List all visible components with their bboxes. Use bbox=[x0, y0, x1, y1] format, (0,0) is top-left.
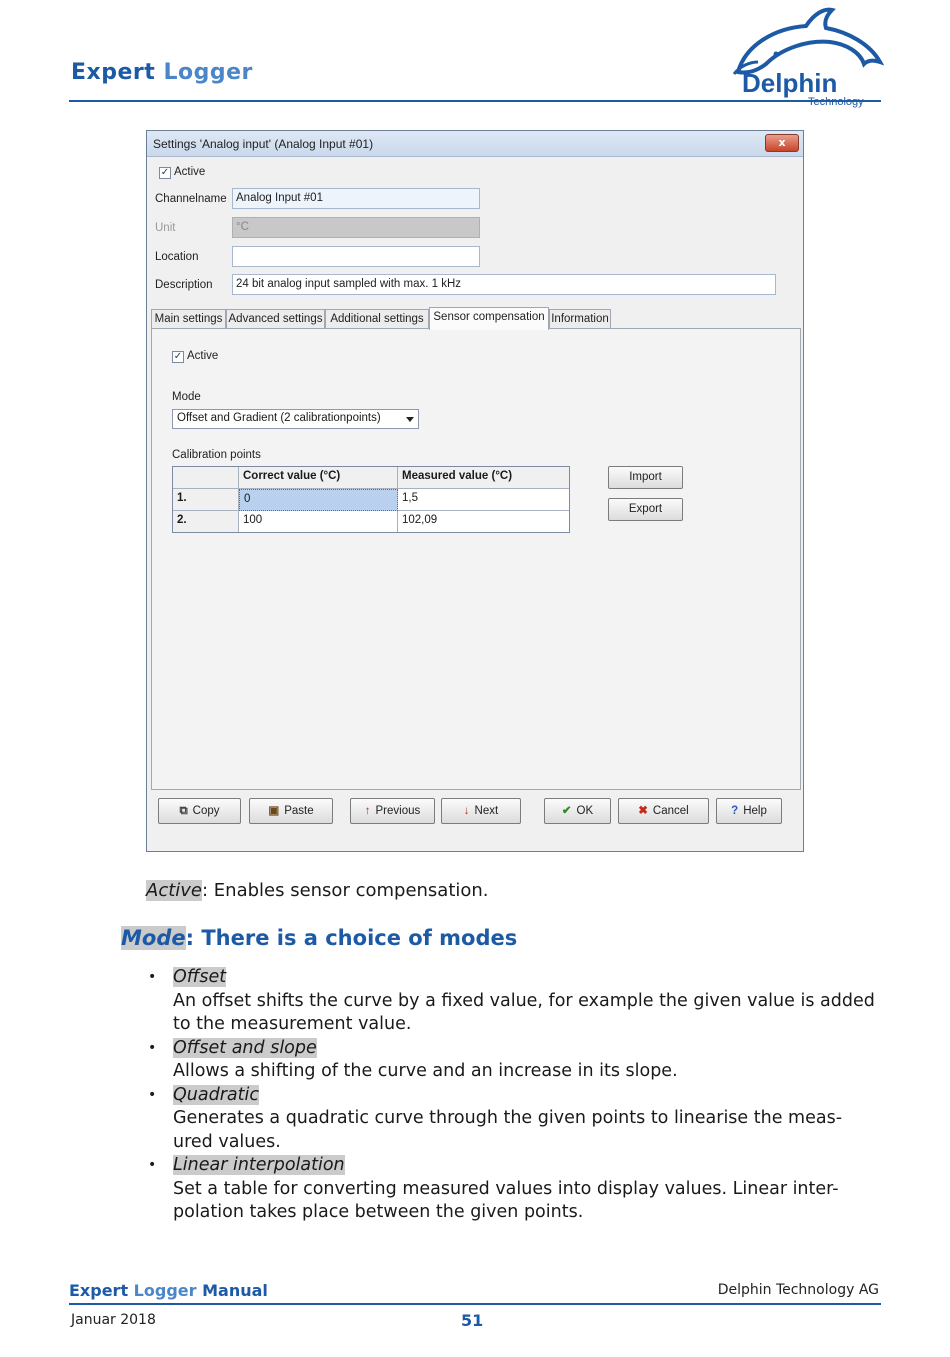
dialog-titlebar[interactable] bbox=[147, 131, 803, 157]
header-title-part1: Expert bbox=[71, 60, 156, 85]
location-field[interactable] bbox=[232, 246, 480, 267]
footer-company: Delphin Technology AG bbox=[717, 1282, 879, 1298]
dialog-title: Settings 'Analog input' (Analog Input #01) bbox=[153, 137, 374, 151]
calibration-table bbox=[172, 466, 570, 533]
mode-item-term: Linear interpolation bbox=[173, 1155, 345, 1175]
footer-part1: Expert bbox=[69, 1281, 129, 1300]
page-header-title bbox=[71, 60, 253, 85]
active-description bbox=[146, 880, 489, 901]
mode-select-value: Offset and Gradient (2 calibrationpoints) bbox=[177, 412, 381, 424]
unit-field: °C bbox=[232, 217, 480, 238]
active-label: Active bbox=[174, 166, 206, 178]
settings-tabs bbox=[151, 307, 801, 329]
list-item bbox=[146, 1084, 876, 1155]
next-button[interactable] bbox=[441, 798, 521, 824]
mode-item-desc: Set a table for converting measured values into display values. Linear inter- polation takes place between the given points. bbox=[173, 1178, 839, 1222]
bullet-icon: • bbox=[148, 969, 157, 985]
active-desc: : Enables sensor compensation. bbox=[202, 880, 489, 901]
logo-sub: Technology bbox=[808, 96, 864, 108]
footer-date: Januar 2018 bbox=[71, 1312, 156, 1328]
channelname-field[interactable]: Analog Input #01 bbox=[232, 188, 480, 209]
footer-part2: Logger bbox=[133, 1281, 197, 1300]
import-button[interactable]: Import bbox=[608, 466, 683, 489]
table-row-index: 1. bbox=[173, 489, 239, 511]
copy-icon: ⧉ bbox=[179, 805, 188, 817]
mode-label: Mode bbox=[172, 391, 201, 403]
compensation-active-label: Active bbox=[187, 350, 219, 362]
next-label: Next bbox=[474, 805, 499, 817]
close-icon: x bbox=[778, 136, 786, 149]
cancel-button[interactable] bbox=[618, 798, 709, 824]
mode-heading-rest: : There is a choice of modes bbox=[185, 926, 518, 950]
table-cell-correct[interactable]: 100 bbox=[239, 511, 398, 532]
settings-dialog bbox=[146, 130, 804, 852]
bullet-icon: • bbox=[148, 1086, 157, 1103]
table-header-index bbox=[173, 467, 239, 489]
cross-icon: ✖ bbox=[638, 805, 648, 817]
checkmark-icon: ✔ bbox=[561, 805, 572, 817]
question-icon: ? bbox=[731, 805, 739, 817]
mode-item-term: Offset and slope bbox=[173, 1037, 317, 1058]
table-cell-measured[interactable]: 1,5 bbox=[398, 489, 569, 511]
list-item bbox=[146, 1154, 876, 1225]
table-header-measured: Measured value (°C) bbox=[398, 467, 569, 489]
copy-button[interactable] bbox=[158, 798, 241, 824]
bullet-icon: • bbox=[148, 1039, 157, 1056]
description-label: Description bbox=[155, 279, 213, 291]
delphin-logo bbox=[728, 4, 888, 112]
ok-label: OK bbox=[576, 805, 594, 817]
paste-button[interactable] bbox=[249, 798, 333, 824]
clipboard-icon: ▣ bbox=[268, 805, 280, 817]
list-item bbox=[146, 966, 876, 1037]
close-button[interactable] bbox=[765, 134, 799, 152]
active-checkbox[interactable]: ✓ bbox=[160, 167, 170, 178]
modes-list bbox=[146, 966, 876, 1225]
tab-advanced-settings[interactable]: Advanced settings bbox=[226, 309, 325, 329]
previous-label: Previous bbox=[375, 805, 421, 817]
unit-label: Unit bbox=[155, 222, 176, 234]
table-header-correct: Correct value (°C) bbox=[239, 467, 398, 489]
tab-additional-settings[interactable]: Additional settings bbox=[325, 309, 429, 329]
help-button[interactable] bbox=[716, 798, 782, 824]
arrow-up-icon: ↑ bbox=[364, 805, 371, 817]
logo-name: Delphin bbox=[742, 68, 838, 98]
mode-item-desc: An offset shifts the curve by a fixed value, for example the given value is added to the measurement value. bbox=[173, 990, 875, 1034]
export-button[interactable]: Export bbox=[608, 498, 683, 521]
tab-information[interactable]: Information bbox=[549, 309, 611, 329]
sensor-compensation-panel bbox=[151, 328, 801, 790]
chevron-down-icon bbox=[406, 417, 414, 422]
mode-item-desc: Allows a shifting of the curve and an increase in its slope. bbox=[173, 1061, 678, 1081]
mode-item-desc: Generates a quadratic curve through the given points to linearise the meas- ured values. bbox=[173, 1108, 843, 1152]
table-cell-correct[interactable]: 0 bbox=[239, 489, 398, 511]
footer-part3: Manual bbox=[202, 1281, 268, 1300]
help-label: Help bbox=[743, 805, 767, 817]
compensation-active-checkbox[interactable]: ✓ bbox=[173, 351, 183, 362]
bullet-icon: • bbox=[148, 1157, 157, 1173]
cancel-label: Cancel bbox=[652, 805, 689, 817]
list-item bbox=[146, 1037, 876, 1084]
paste-label: Paste bbox=[284, 805, 314, 817]
description-field[interactable]: 24 bit analog input sampled with max. 1 kHz bbox=[232, 274, 776, 295]
location-label: Location bbox=[155, 251, 199, 263]
mode-term: Mode bbox=[121, 926, 186, 950]
mode-item-term: Offset bbox=[173, 967, 227, 987]
mode-item-term: Quadratic bbox=[173, 1084, 259, 1105]
mode-heading bbox=[121, 926, 517, 950]
calibration-points-label: Calibration points bbox=[172, 449, 261, 461]
table-cell-measured[interactable]: 102,09 bbox=[402, 514, 438, 526]
copy-label: Copy bbox=[192, 805, 220, 817]
footer-manual-title bbox=[69, 1281, 268, 1300]
arrow-down-icon: ↓ bbox=[463, 805, 470, 817]
page-number: 51 bbox=[461, 1311, 484, 1330]
tab-sensor-compensation[interactable]: Sensor compensation bbox=[429, 307, 549, 330]
table-row-index: 2. bbox=[173, 511, 239, 532]
header-title-part2: Logger bbox=[163, 60, 253, 85]
tab-main-settings[interactable]: Main settings bbox=[151, 309, 226, 329]
previous-button[interactable] bbox=[350, 798, 435, 824]
mode-select[interactable] bbox=[172, 409, 419, 429]
ok-button[interactable] bbox=[544, 798, 611, 824]
footer-rule bbox=[69, 1303, 881, 1305]
channelname-label: Channelname bbox=[155, 193, 227, 205]
active-term: Active bbox=[146, 880, 202, 901]
